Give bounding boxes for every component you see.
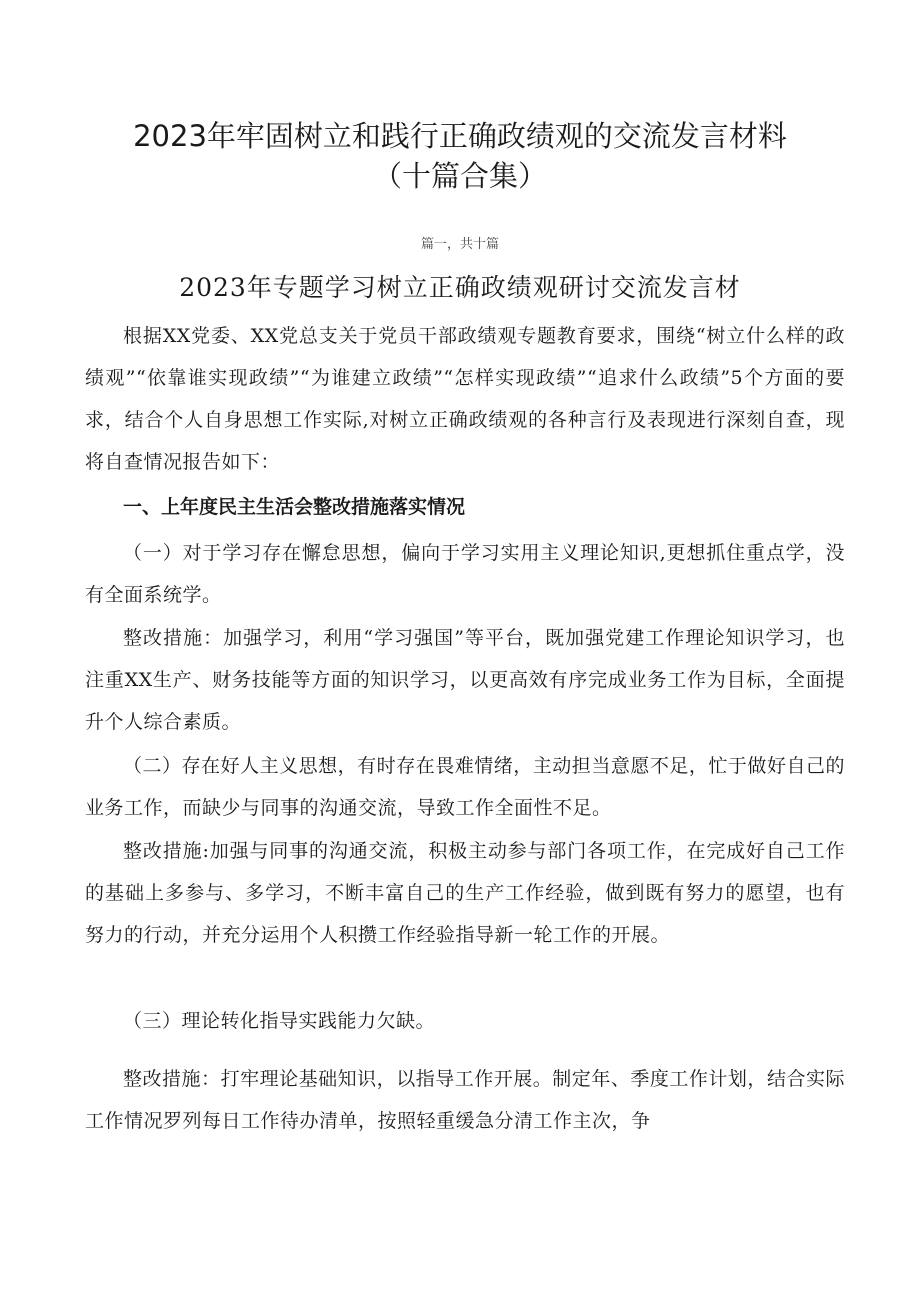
document-title: 2023年牢固树立和践行正确政绩观的交流发言材料 bbox=[133, 119, 787, 153]
paragraph-item-3: （三）理论转化指导实践能力欠缺。 bbox=[123, 1010, 436, 1032]
paragraph-item-1: （一）对于学习存在懈怠思想，偏向于学习实用主义理论知识,更想抓住重点学，没有全面系统学。 bbox=[85, 542, 845, 606]
document-title-subtitle: （十篇合集） bbox=[372, 159, 547, 193]
paragraph-measure-2: 整改措施:加强与同事的沟通交流，积极主动参与部门各项工作，在完成好自己工作的基础上多参与、多学习，不断丰富自己的生产工作经验，做到既有努力的愿望，也有努力的行动，并充分运用个人积攒工作经验指导新一轮工作的开展。 bbox=[85, 840, 845, 946]
paragraph-item-2: （二）存在好人主义思想，有时存在畏难情绪，主动担当意愿不足，忙于做好自己的业务工作，而缺少与同事的沟通交流，导致工作全面性不足。 bbox=[85, 755, 845, 819]
article-index: 篇一，共十篇 bbox=[420, 237, 499, 252]
paragraph-measure-1: 整改措施：加强学习，利用“学习强国”等平台，既加强党建工作理论知识学习，也注重XX生产、财务技能等方面的知识学习，以更高效有序完成业务工作为目标，全面提升个人综合素质。 bbox=[85, 627, 845, 733]
intro-paragraph: 根据XX党委、XX党总支关于党员干部政绩观专题教育要求，围绕“树立什么样的政绩观”“依靠谁实现政绩”“为谁建立政绩”“怎样实现政绩”“追求什么政绩”5个方面的要求，结合个人自身思想工作实际,对树立正确政绩观的各种言行及表现进行深刻自查，现将自查情况报告如下： bbox=[85, 325, 845, 473]
article-heading: 2023年专题学习树立正确政绩观研讨交流发言材 bbox=[179, 273, 741, 302]
section-heading: 一、上年度民主生活会整改措施落实情况 bbox=[123, 496, 466, 518]
paragraph-measure-3: 整改措施：打牢理论基础知识，以指导工作开展。制定年、季度工作计划，结合实际工作情况罗列每日工作待办清单，按照轻重缓急分清工作主次，争 bbox=[85, 1068, 845, 1132]
